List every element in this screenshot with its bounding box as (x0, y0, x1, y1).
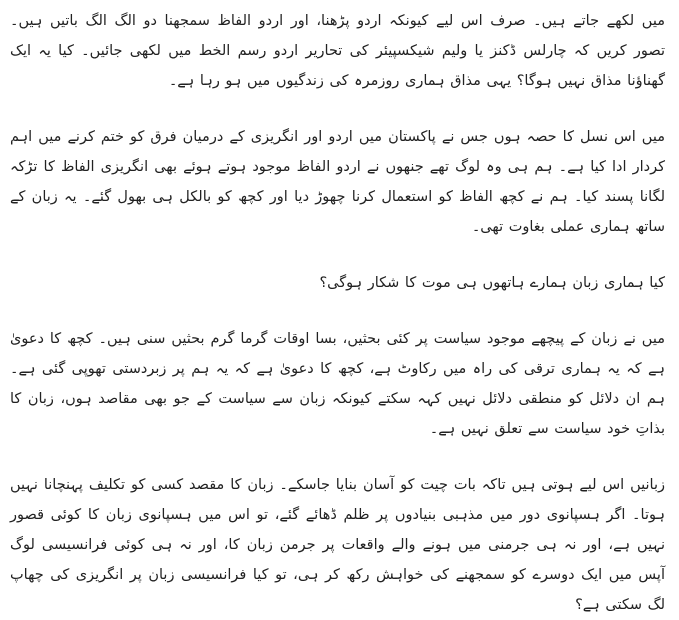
paragraph-1: میں لکھے جاتے ہیں۔ صرف اس لیے کیونکہ اردو پڑھنا، اور اردو الفاظ سمجھنا دو الگ الگ باتیں ہیں۔ تصور کریں کہ چارلس ڈکنز یا ولیم شیکسپیئر کی تحاریر اردو رسم الخط میں لکھی جائیں۔ کیا یہ ایک گھناؤنا مذاق نہیں ہوگا؟ یہی مذاق ہماری روزمرہ کی زندگیوں میں ہو رہا ہے۔ (10, 13, 665, 89)
question-line: کیا ہماری زبان ہمارے ہاتھوں ہی موت کا شکار ہوگی؟ (319, 275, 665, 291)
paragraph-2: میں اس نسل کا حصہ ہوں جس نے پاکستان میں اردو اور انگریزی کے درمیان فرق کو ختم کرنے میں اہم کردار ادا کیا ہے۔ ہم ہی وہ لوگ تھے جنھوں نے اردو الفاظ موجود ہوتے ہوئے بھی انگریزی الفاظ کا تڑکہ لگانا پسند کیا۔ ہم نے کچھ الفاظ کو استعمال کرنا چھوڑ دیا اور کچھ کو بالکل ہی بھول گئے۔ یہ زبان کے ساتھ ہماری عملی بغاوت تھی۔ (10, 129, 665, 235)
paragraph-4: زبانیں اس لیے ہوتی ہیں تاکہ بات چیت کو آسان بنایا جاسکے۔ زبان کا مقصد کسی کو تکلیف پہنچانا نہیں ہوتا۔ اگر ہسپانوی دور میں مذہبی بنیادوں پر ظلم ڈھائے گئے، تو اس میں ہسپانوی زبان کا کوئی قصور نہیں ہے، اور نہ ہی جرمنی میں ہونے والے واقعات پر جرمن زبان کا، اور نہ ہی کوئی فرانسیسی لوگ آپس میں ایک دوسرے کو سمجھنے کی خواہش رکھ کر ہی، تو کیا فرانسیسی زبان پر انگریزی کی چھاپ لگ سکتی ہے؟ (10, 477, 665, 613)
paragraph-3: میں نے زبان کے پیچھے موجود سیاست پر کئی بحثیں، بسا اوقات گرما گرم بحثیں سنی ہیں۔ کچھ کا دعویٰ ہے کہ یہ ہماری ترقی کی راہ میں رکاوٹ ہے، کچھ کا دعویٰ ہے کہ یہ ہم پر زبردستی تھوپی گئی ہے۔ ہم ان دلائل کو منطقی دلائل نہیں کہہ سکتے کیونکہ زبان سے سیاست کے جو بھی مقاصد ہوں، زبان کا بذاتِ خود سیاست سے تعلق نہیں ہے۔ (10, 331, 665, 437)
